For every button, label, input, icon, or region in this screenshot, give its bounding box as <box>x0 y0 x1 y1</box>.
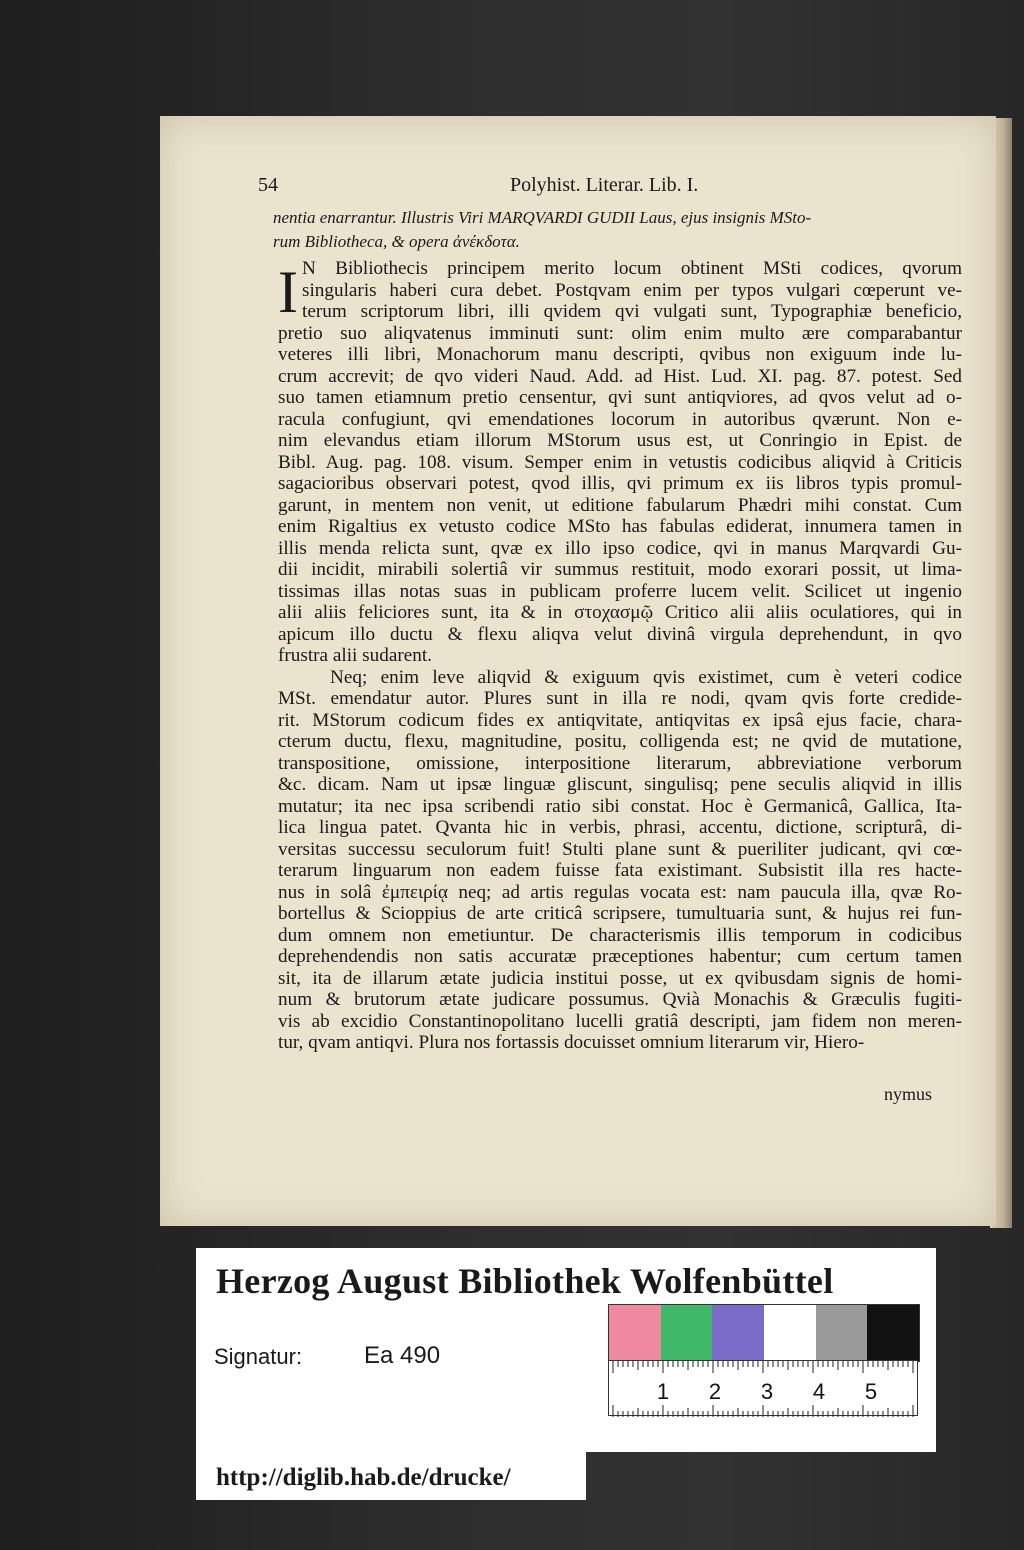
text-line: illis menda relicta sunt, qvæ ex illo ipso codice, qvi in manus Marqvardi Gu- <box>278 537 962 559</box>
ruler-number: 3 <box>760 1379 774 1404</box>
text-line: &c. dicam. Nam ut ipsæ linguæ gliscunt, singulisq; pene seculis aliqvid in illis <box>278 774 962 795</box>
color-calibration-chart <box>608 1304 920 1362</box>
book-page <box>160 116 996 1226</box>
text-line: Bibl. Aug. pag. 108. visum. Semper enim in vetustis codicibus aliqvid à Criticis <box>278 451 962 473</box>
page-number: 54 <box>258 174 278 196</box>
text-line: pretio suo aliqvatenus imminuti sunt: olim enim multo ære comparabantur <box>278 322 962 344</box>
text-line: crum accrevit; de qvo videri Naud. Add. ad Hist. Lud. XI. pag. 87. potest. Sed <box>278 365 962 387</box>
ruler-number: 1 <box>656 1379 670 1404</box>
text-line: Neq; enim leve aliqvid & exiguum qvis existimet, cum è veteri codice <box>330 666 962 688</box>
text-line: veteres illi libri, Monachorum manu descripti, qvibus non exiguum inde lu- <box>278 344 962 365</box>
text-line: suo tamen etiamnum pretio censentur, qvi sunt antiqviores, ad qvos velut ad o- <box>278 387 962 408</box>
signature-value: Ea 490 <box>364 1342 441 1369</box>
ruler-graphic <box>609 1361 919 1417</box>
ruler-number: 5 <box>864 1379 878 1404</box>
library-url[interactable]: http://diglib.hab.de/drucke/ <box>216 1464 511 1491</box>
text-line: bortellus & Scioppius de arte criticâ scripsere, tumultuaria sunt, & hujus rei fun- <box>278 903 962 924</box>
text-line: apicum illo ductu & flexu aliqva velut divinâ virgula deprehendunt, in qvo <box>278 623 962 645</box>
text-line: terum scriptorum libri, illi qvidem qvi vulgati sunt, Typographiæ beneficio, <box>302 301 962 322</box>
running-title: Polyhist. Literar. Lib. I. <box>510 174 699 196</box>
text-line: alii aliis feliciores sunt, ita & in στοχασμῷ Critico alii aliis oculatiores, qui in <box>278 602 962 623</box>
color-swatch <box>712 1305 764 1361</box>
color-swatch <box>816 1305 868 1361</box>
url-card <box>196 1452 586 1500</box>
text-line: tissimas illas notas suas in publicam proferre lucem velit. Scilicet ut ingenio <box>278 580 962 602</box>
text-line: rit. MStorum codicum fides ex antiqvitate, antiqvitas ex ipsâ ejus facie, chara- <box>278 709 962 731</box>
text-line: deprehendendis non satis accuratæ præceptiones habentur; cum certum tamen <box>278 946 962 967</box>
color-swatch <box>661 1305 713 1361</box>
text-line: num & brutorum ætate judicare possumus. Qvià Monachis & Græculis fugiti- <box>278 989 962 1010</box>
text-line: enim Rigaltius ex vetusto codice MSto has fabulas ediderat, innumera tamen in <box>278 516 962 537</box>
text-line: transpositione, omissione, interpositione literarum, abbreviatione verborum <box>278 752 962 774</box>
color-swatch <box>764 1305 816 1361</box>
signature-label: Signatur: <box>214 1344 303 1369</box>
library-name: Herzog August Bibliothek Wolfenbüttel <box>216 1261 834 1301</box>
page-header <box>160 174 996 204</box>
text-line: frustra alii sudarent. <box>278 645 432 666</box>
text-line: lica lingua patet. Qvanta hic in verbis, phrasi, accentu, dictione, scripturâ, di- <box>278 817 962 838</box>
measurement-ruler <box>608 1360 918 1416</box>
text-line: cterum ductu, flexu, magnitudine, positu, colligenda est; ne qvid de mutatione, <box>278 731 962 752</box>
ruler-number: 2 <box>708 1379 722 1404</box>
ruler-number: 4 <box>812 1379 826 1404</box>
chapter-summary-line: rum Bibliotheca, & opera ἀνέκδοτα. <box>273 232 520 251</box>
text-line: sagacioribus observari potest, qvod illis, qvi primum ex iis libros typis promul- <box>278 473 962 494</box>
text-line: versitas successu seculorum fuit! Stulti plane sunt & pueriliter judicant, qvi cœ- <box>278 838 962 860</box>
color-swatch <box>867 1305 919 1361</box>
text-line: MSt. emendatur autor. Plures sunt in illa re nodi, qvam qvis forte credide- <box>278 688 962 709</box>
text-line: racula confugiunt, qvi emendationes locorum in autoribus qværunt. Non e- <box>278 408 962 430</box>
text-line: nus in solâ ἐμπειρίᾳ neq; ad artis regulas vocata est: nam paucula illa, qvæ Ro- <box>278 881 962 903</box>
color-swatch <box>609 1305 661 1361</box>
text-line: garunt, in mentem non venit, ut editione fabularum Phædri mihi constat. Cum <box>278 494 962 516</box>
text-line: dii incidit, mirabili solertiâ vir summus restituit, modo exorari possit, ut lima- <box>278 559 962 580</box>
body-text <box>278 258 962 1054</box>
text-line: tur, qvam antiqvi. Plura nos fortassis docuisset omnium literarum vir, Hiero- <box>278 1032 865 1053</box>
text-line: sit, ita de illarum ætate judicia institui posse, ut ex qvibusdam signis de homi- <box>278 967 962 989</box>
text-line: N Bibliothecis principem merito locum obtinent MSti codices, qvorum <box>302 258 962 279</box>
catchword: nymus <box>884 1084 933 1104</box>
library-label-card <box>196 1248 936 1452</box>
text-line: dum omnem non emetiuntur. De characterismis illis temporum in codicibus <box>278 924 962 946</box>
chapter-summary-line: nentia enarrantur. Illustris Viri MARQVARDI GUDII Laus, ejus insignis MSto- <box>273 208 812 227</box>
text-line: nim elevandus etiam illorum MStorum usus est, ut Conringio in Epist. de <box>278 430 962 451</box>
drop-cap: I <box>278 259 298 325</box>
text-line: singularis haberi cura debet. Postqvam enim per typos vulgari cœperunt ve- <box>302 279 962 301</box>
text-line: vis ab excidio Constantinopolitano lucelli gratiâ descripti, jam fidem non meren- <box>278 1010 962 1032</box>
text-line: terarum linguarum non eadem fuisse fata existimant. Subsistit illa res hacte- <box>278 860 962 881</box>
text-line: mutatur; ita nec ipsa scribendi ratio sibi constat. Hoc è Germanicâ, Gallica, Ita- <box>278 795 962 817</box>
